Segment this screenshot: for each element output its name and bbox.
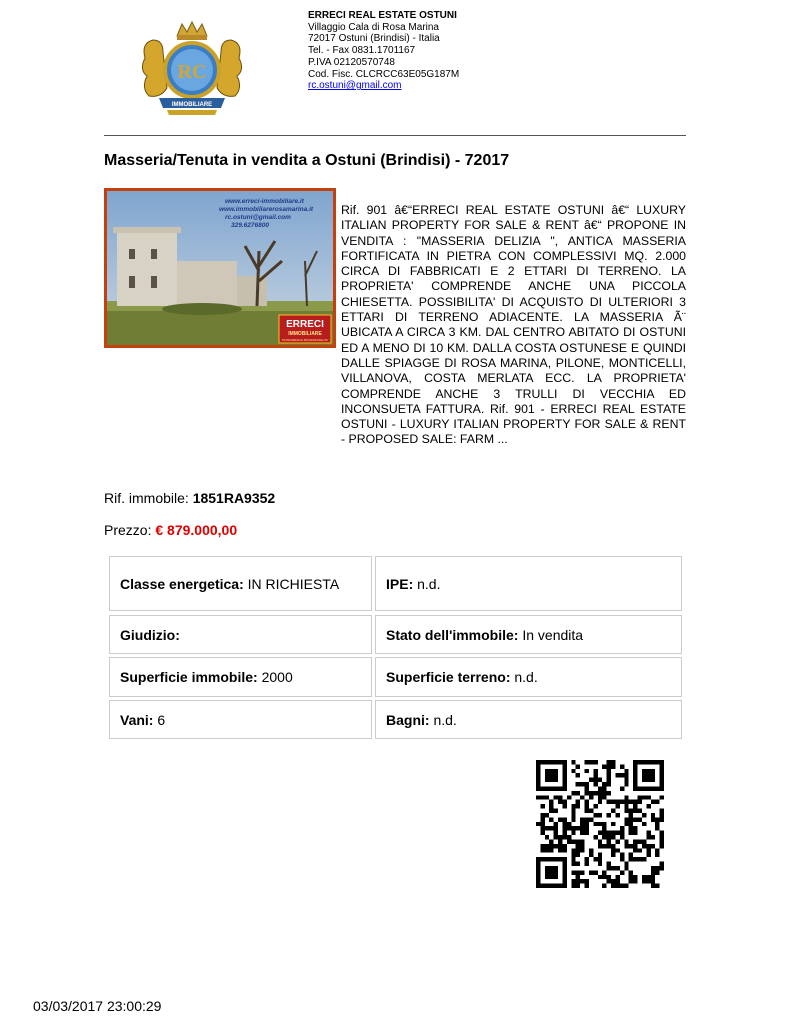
agency-phone: Tel. - Fax 0831.1701167 bbox=[308, 45, 416, 57]
detail-ipe bbox=[375, 556, 682, 611]
property-reference bbox=[104, 490, 275, 506]
detail-rating bbox=[109, 615, 372, 654]
agency-vat: P.IVA 02120570748 bbox=[308, 56, 395, 68]
detail-label: Superficie immobile: bbox=[120, 669, 258, 685]
detail-label: Giudizio: bbox=[120, 626, 180, 643]
photo-email: rc.ostuni@gmail.com bbox=[225, 214, 291, 221]
detail-label: Bagni: bbox=[386, 711, 430, 728]
detail-value: n.d. bbox=[417, 575, 441, 592]
reference-value: 1851RA9352 bbox=[192, 490, 276, 506]
detail-bathrooms bbox=[375, 700, 682, 739]
logo-monogram: RC bbox=[177, 61, 207, 83]
photo-brand-tag: TRASPARENZA E PROFESSIONALITA' bbox=[281, 339, 329, 342]
detail-label: Stato dell'immobile: bbox=[386, 626, 519, 643]
print-timestamp: 03/03/2017 23:00:29 bbox=[33, 998, 162, 1014]
qr-code bbox=[536, 760, 664, 888]
detail-label: Classe energetica: bbox=[120, 575, 244, 592]
agency-logo bbox=[137, 18, 247, 118]
photo-phone: 329.6276800 bbox=[231, 222, 269, 229]
photo-brand: ERRECI bbox=[286, 319, 324, 330]
detail-value: n.d. bbox=[433, 711, 457, 728]
detail-value: 2000 bbox=[261, 669, 293, 685]
detail-land-area bbox=[375, 657, 682, 697]
detail-value: IN RICHIESTA bbox=[247, 575, 340, 592]
detail-rooms bbox=[109, 700, 372, 739]
property-description: Rif. 901 â€“ERRECI REAL ESTATE OSTUNI â€“ LUXURY ITALIAN PROPERTY FOR SALE & RENT â€“ PROPONE IN VENDITA : "MASSERIA DELIZIA ", ANTICA MASSERIA FORTIFICATA IN PIETRA CON COMPLESSIVI MQ. 2.000 CIRCA DI FABBRICATI E 2 ETTARI DI TERRENO. LA PROPRIETA' COMPRENDE ANCHE UNA PICCOLA CHIESETTA. POSSIBILITA' DI ACQUISTO DI ULTERIORI 3 ETTARI DI TERRENO ADIACENTE. LA MASSERIA Ã¨ UBICATA A CIRCA 3 KM. DAL CENTRO ABITATO DI OSTUNI ED A MENO DI 10 KM. DALLA COSTA OSTUNESE E QUINDI DALLE SPIAGGE DI ROSA MARINA, PILONE, MONTICELLI, VILLANOVA, COSTA MERLATA ECC. LA PROPRIETA' COMPRENDE ANCHE 3 TRULLI DI VECCHIA ED INCONSUETA FATTURA. Rif. 901 - ERRECI REAL ESTATE OSTUNI - LUXURY ITALIAN PROPERTY FOR SALE & RENT - PROPOSED SALE: FARM ... bbox=[341, 203, 686, 447]
logo-banner: IMMOBILIARE bbox=[171, 102, 213, 108]
detail-value: 6 bbox=[157, 711, 166, 728]
agency-info bbox=[308, 10, 459, 92]
page-title: Masseria/Tenuta in vendita a Ostuni (Brindisi) - 72017 bbox=[104, 152, 510, 169]
detail-property-status bbox=[375, 615, 682, 654]
price-label: Prezzo: bbox=[104, 522, 152, 538]
agency-address-line: Villaggio Cala di Rosa Marina bbox=[308, 21, 439, 33]
photo-brand-sub: IMMOBILIARE bbox=[288, 331, 322, 337]
detail-building-area bbox=[109, 657, 372, 697]
photo-website-1: www.erreci-immobiliare.it bbox=[225, 198, 304, 205]
price-value: € 879.000,00 bbox=[155, 522, 238, 538]
detail-label: IPE: bbox=[386, 575, 414, 592]
detail-value: In vendita bbox=[522, 626, 584, 643]
detail-label: Vani: bbox=[120, 711, 154, 728]
detail-energy-class bbox=[109, 556, 372, 611]
agency-tax-code: Cod. Fisc. CLCRCC63E05G187M bbox=[308, 68, 460, 80]
detail-value: n.d. bbox=[514, 669, 538, 685]
header-divider bbox=[104, 135, 686, 136]
property-photo bbox=[104, 188, 336, 348]
detail-label: Superficie terreno: bbox=[386, 669, 511, 685]
property-price bbox=[104, 522, 237, 538]
agency-name: ERRECI REAL ESTATE OSTUNI bbox=[308, 10, 457, 21]
agency-email-link[interactable]: rc.ostuni@gmail.com bbox=[308, 80, 402, 92]
reference-label: Rif. immobile: bbox=[104, 490, 189, 506]
photo-website-2: www.immobiliarerosamarina.it bbox=[219, 206, 314, 213]
agency-city-line: 72017 Ostuni (Brindisi) - Italia bbox=[308, 33, 440, 45]
